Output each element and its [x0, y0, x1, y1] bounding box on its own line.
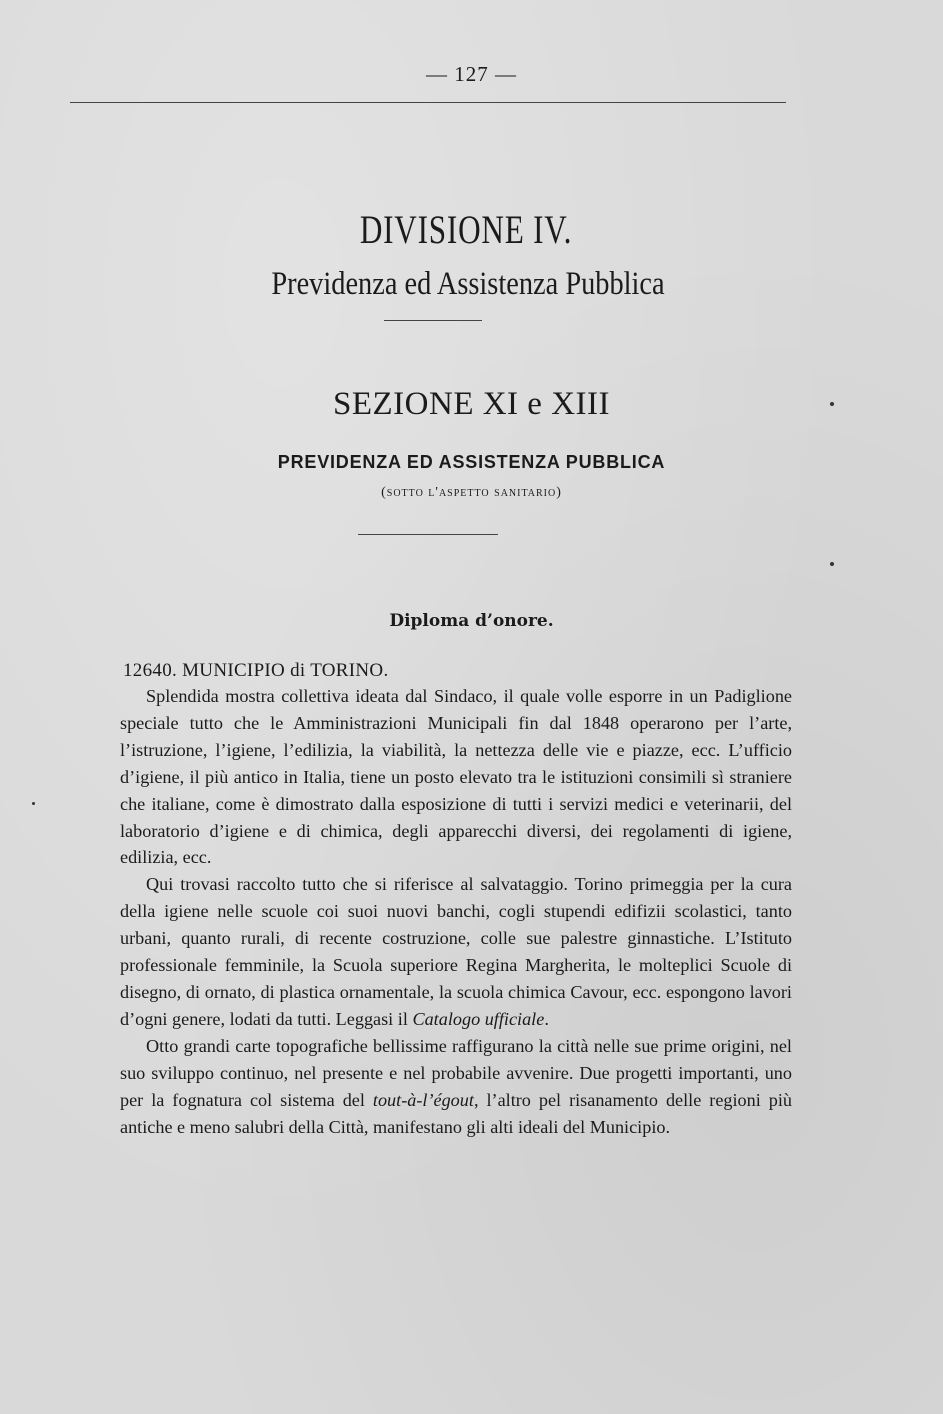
section-title: SEZIONE XI e XIII	[333, 386, 610, 422]
entry-body	[120, 683, 792, 1140]
paragraph-text: , l’altro pel risanamento delle regioni più antiche e meno salubri della Città, manifestano gli alti ideali del Municipio.	[120, 1089, 792, 1137]
division-title: DIVISIONE IV.	[359, 207, 573, 252]
header-rule	[70, 102, 786, 103]
divider-rule	[384, 320, 482, 321]
paper-speck	[830, 562, 834, 566]
italic-title: Catalogo ufficiale	[412, 1008, 545, 1029]
award-heading: Diploma d’onore.	[389, 611, 554, 631]
italic-term: tout-à-l’égout	[372, 1089, 474, 1110]
body-paragraph: Splendida mostra collettiva ideata dal Sindaco, il quale volle esporre in un Padiglione speciale tutto che le Amministrazioni Municipali fin dal 1848 operarono per l’arte, l’istruzione, l’igiene, l’edilizia, la viabilità, la nettezza delle vie e piazze, ecc. L’ufficio d’igiene, il più antico in Italia, tiene un posto elevato tra le istituzioni consimili sì straniere che italiane, come è dimostrato dalla esposizione di tutti i servizi medici e veterinarii, del laboratorio d’igiene e di chimica, degli apparecchi diversi, dei regolamenti di igiene, edilizia, ecc.	[120, 686, 792, 868]
entry-heading: 12640. MUNICIPIO di TORINO.	[123, 660, 389, 681]
paragraph-text: Otto grandi carte topografiche bellissime raffigurano la città nelle sue prime origini, nel suo sviluppo continuo, nel presente e nel probabile avvenire. Due progetti importanti, uno per la fognatura col sistema del	[120, 1035, 792, 1110]
paper-speck	[32, 802, 35, 805]
page-number: — 127 —	[426, 62, 517, 86]
paragraph-text: .	[544, 1008, 549, 1029]
divider-rule	[358, 534, 498, 535]
section-subtitle: PREVIDENZA ED ASSISTENZA PUBBLICA	[277, 452, 666, 472]
body-paragraph	[120, 871, 792, 1032]
body-paragraph	[120, 1033, 792, 1141]
section-note	[0, 485, 893, 501]
division-subtitle: Previdenza ed Assistenza Pubblica	[271, 266, 665, 302]
section-note-text: sotto l'aspetto sanitario	[386, 485, 557, 500]
section-note-open: (	[381, 485, 387, 500]
paragraph-text: Qui trovasi raccolto tutto che si riferisce al salvataggio. Torino primeggia per la cura della igiene nelle scuole coi suoi nuovi banchi, cogli stupendi edifizii scolastici, tanto urbani, quanto rurali, di recente costruzione, colle sue palestre ginnastiche. L’Istituto professionale femminile, la Scuola superiore Regina Margherita, le molteplici Scuole di disegno, di ornato, di plastica ornamentale, la scuola chimica Cavour, ecc. espongono lavori d’ogni genere, lodati da tutti. Leggasi il	[120, 874, 792, 1029]
section-note-close: )	[556, 485, 562, 500]
paper-speck	[830, 402, 834, 406]
